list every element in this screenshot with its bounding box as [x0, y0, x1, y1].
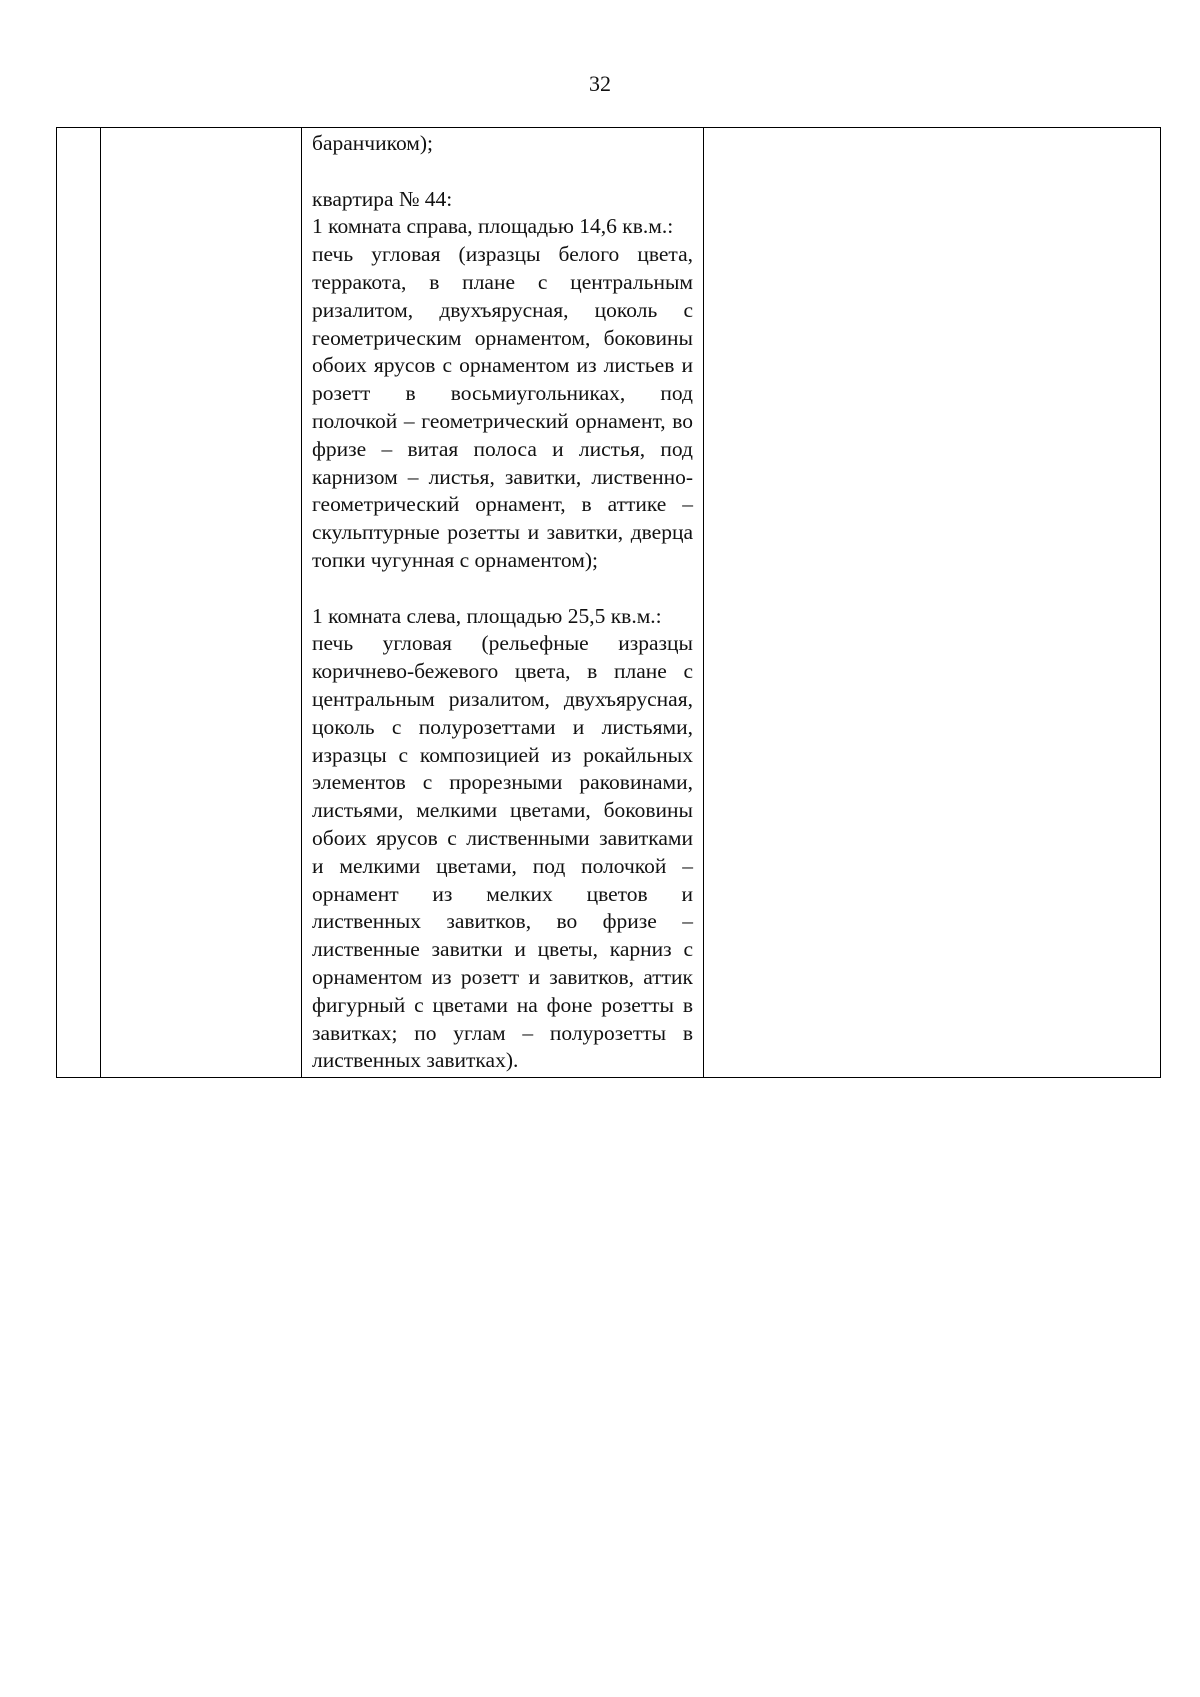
- continuation-text: баранчиком);: [312, 131, 434, 155]
- room-description: печь угловая (рельефные изразцы коричнево-бежевого цвета, в плане с центральным ризалитом, двухъярусная, цоколь с полурозеттами и листьями, изразцы с композицией из рокайльных элементов с прорезными раковинами, листьями, мелкими цветами, боковины обоих ярусов с лиственными завитками и мелкими цветами, под полочкой – орнамент из мелких цветов и лиственных завитков, во фризе – лиственные завитки и цветы, карниз с орнаментом из розетт и завитков, аттик фигурный с цветами на фоне розетты в завитках; по углам – полурозетты в лиственных завитках).: [312, 631, 693, 1073]
- apartment-heading: квартира № 44:: [312, 186, 453, 211]
- document-table: [56, 127, 1161, 1078]
- table-cell-notes: [704, 128, 1161, 1078]
- table-cell-description: [302, 128, 704, 1078]
- table-cell-number: [57, 128, 101, 1078]
- table-cell-name: [101, 128, 302, 1078]
- room-heading: 1 комната справа, площадью 14,6 кв.м.:: [312, 214, 674, 239]
- page-number: 32: [589, 71, 611, 96]
- table-row: [57, 128, 1161, 1078]
- room-heading: 1 комната слева, площадью 25,5 кв.м.:: [312, 603, 662, 628]
- room-description: печь угловая (изразцы белого цвета, терракота, в плане с центральным ризалитом, двухъярусная, цоколь с геометрическим орнаментом, боковины обоих ярусов с орнаментом из листьев и розетт в восьмиугольниках, под полочкой – геометрический орнамент, во фризе – витая полоса и листья, под карнизом – листья, завитки, лиственно-геометрический орнамент, в аттике – скульптурные розетты и завитки, дверца топки чугунная с орнаментом);: [312, 242, 693, 572]
